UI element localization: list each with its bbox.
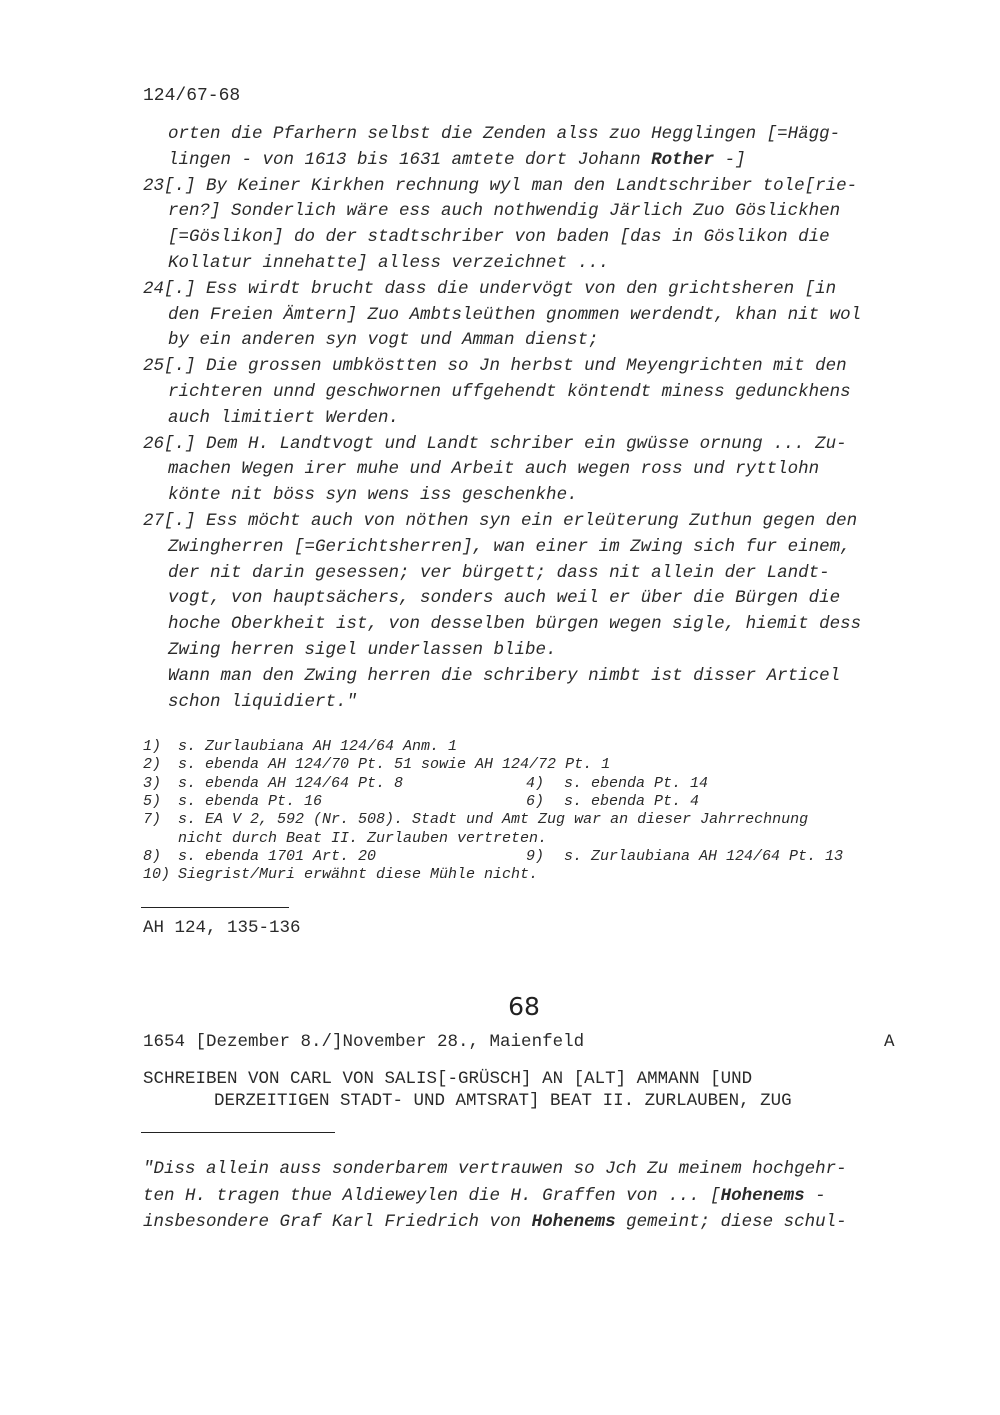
footnote-number: 2): [143, 756, 162, 774]
footnote-text: s. ebenda 1701 Art. 20: [178, 847, 377, 865]
text-run: orten die Pfarhern selbst die Zenden alss zuo Hegglingen [=Hägg-: [168, 124, 841, 144]
text-run: "Diss allein auss sonderbarem vertrauwen so Jch Zu meinem hochgehr-: [143, 1159, 847, 1179]
text-run: hoche Oberkheit ist, von desselben bürgen wegen sigle, hiemit dess: [168, 614, 862, 635]
text-run: ten H. tragen thue Aldieweylen die H. Graffen von ... [: [143, 1185, 721, 1206]
footnote-text: s. ebenda Pt. 14: [564, 774, 709, 792]
text-run: den Freien Ämtern] Zuo Ambtsleüthen gnommen werdendt, khan nit wol: [168, 304, 862, 325]
text-run: schon liquidiert.": [168, 691, 358, 712]
letter-line: [143, 1159, 847, 1179]
text-line: [168, 253, 609, 273]
page-reference: 124/67-68: [143, 86, 241, 106]
text-line: [168, 563, 830, 583]
text-run: Zwing herren sigel underlassen blibe.: [168, 640, 557, 660]
text-line: [168, 227, 830, 247]
footnote-text: nicht durch Beat II. Zurlauben vertreten.: [178, 829, 548, 847]
footnote-text: s. EA V 2, 592 (Nr. 508). Stadt und Amt Zug war an dieser Jahrrechnung: [178, 811, 809, 829]
text-line: [143, 356, 847, 376]
text-line: [143, 176, 857, 196]
text-line: [168, 692, 357, 712]
text-run: Zwingherren [=Gerichtsherren], wan einer im Zwing sich fur einem,: [168, 536, 851, 557]
bold-name: Hohenems: [720, 1185, 805, 1206]
text-run: könte nit böss syn wens iss geschenkhe.: [168, 485, 578, 506]
bold-name: Hohenems: [531, 1212, 616, 1232]
text-line: [168, 459, 819, 479]
footnote-text: s. Zurlaubiana AH 124/64 Anm. 1: [178, 738, 458, 755]
text-line: [168, 305, 861, 325]
text-run: Wann man den Zwing herren die schribery nimbt ist disser Articel: [168, 665, 841, 686]
text-run: 24[.] Ess wirdt brucht dass die undervögt von den grichtsheren [in: [143, 278, 837, 299]
text-line: [168, 150, 746, 170]
text-run: Kollatur innehatte] alless verzeichnet ...: [168, 253, 610, 273]
footnote-text: s. ebenda AH 124/64 Pt. 8: [178, 774, 404, 792]
text-run: by ein anderen syn vogt und Amman dienst;: [168, 330, 599, 351]
text-run: der nit darin gesessen; ver bürgett; dass nit allein der Landt-: [168, 562, 830, 583]
footnote-number: 5): [143, 792, 162, 810]
text-line: [168, 382, 851, 402]
text-run: -: [804, 1185, 826, 1206]
text-run: insbesondere Graf Karl Friedrich von: [143, 1212, 532, 1232]
text-run: 27[.] Ess möcht auch von nöthen syn ein erleüterung Zuthun gegen den: [143, 511, 858, 531]
letter-line: [143, 1212, 847, 1232]
footnote-text: Siegrist/Muri erwähnt diese Mühle nicht.: [178, 866, 539, 884]
text-run: 26[.] Dem H. Landtvogt und Landt schriber ein gwüsse ornung ... Zu-: [143, 433, 847, 454]
bold-name: Rother: [651, 149, 715, 170]
text-run: ren?] Sonderlich wäre ess auch nothwendig Järlich Zuo Göslickhen: [168, 201, 841, 222]
footnote-number: 4): [526, 774, 545, 792]
text-run: auch limitiert Werden.: [168, 407, 400, 428]
text-run: machen Wegen irer muhe und Arbeit auch wegen ross und ryttlohn: [168, 459, 820, 480]
footnote-text: s. Zurlaubiana AH 124/64 Pt. 13: [564, 847, 844, 865]
text-line: [168, 485, 578, 505]
text-run: lingen - von 1613 bis 1631 amtete dort Johann: [168, 149, 652, 170]
text-line: [168, 666, 840, 686]
text-line: [168, 408, 399, 428]
letter-line: [143, 1186, 826, 1206]
text-run: gemeint; diese schul-: [615, 1212, 847, 1232]
document-heading-line-1: SCHREIBEN VON CARL VON SALIS[-GRÜSCH] AN [ALT] AMMANN [UND: [143, 1069, 753, 1089]
text-line: [168, 124, 840, 144]
text-line: [143, 279, 836, 299]
footnote-text: s. ebenda AH 124/70 Pt. 51 sowie AH 124/72 Pt. 1: [178, 756, 611, 774]
heading-separator: [141, 1132, 335, 1133]
text-run: 25[.] Die grossen umbköstten so Jn herbst und Meyengrichten mit den: [143, 356, 847, 377]
text-line: [143, 511, 857, 531]
text-line: [168, 588, 840, 608]
footnote-number: 1): [143, 738, 162, 755]
footnote-text: s. ebenda Pt. 16: [178, 792, 323, 810]
text-line: [168, 640, 557, 660]
document-number: 68: [508, 992, 540, 1021]
source-reference: AH 124, 135-136: [143, 918, 301, 938]
text-line: [168, 537, 851, 557]
document-type: A: [884, 1032, 895, 1052]
text-line: [168, 330, 599, 350]
text-run: vogt, von hauptsächers, sonders auch weil er über die Bürgen die: [168, 588, 841, 609]
document-heading-line-2: DERZEITIGEN STADT- UND AMTSRAT] BEAT II. ZURLAUBEN, ZUG: [214, 1091, 792, 1111]
text-run: -]: [714, 149, 746, 170]
footnote-number: 8): [143, 847, 162, 865]
text-line: [168, 614, 861, 634]
text-run: 23[.] By Keiner Kirkhen rechnung wyl man den Landtschriber tole[rie-: [143, 175, 858, 196]
footnote-number: 10): [143, 866, 171, 884]
text-run: richteren unnd geschwornen uffgehendt köntendt miness gedunckhens: [168, 382, 851, 402]
footnote-number: 7): [143, 811, 162, 829]
footnote-separator: [141, 907, 289, 908]
text-line: [143, 434, 847, 454]
text-line: [168, 201, 840, 221]
footnote-number: 3): [143, 774, 162, 792]
footnote-text: s. ebenda Pt. 4: [564, 792, 700, 810]
text-run: [=Göslikon] do der stadtschriber von baden [das in Göslikon die: [168, 227, 830, 248]
footnote-number: 6): [526, 792, 545, 810]
date-place-line: 1654 [Dezember 8./]November 28., Maienfeld: [143, 1032, 585, 1052]
footnote-number: 9): [526, 847, 545, 865]
